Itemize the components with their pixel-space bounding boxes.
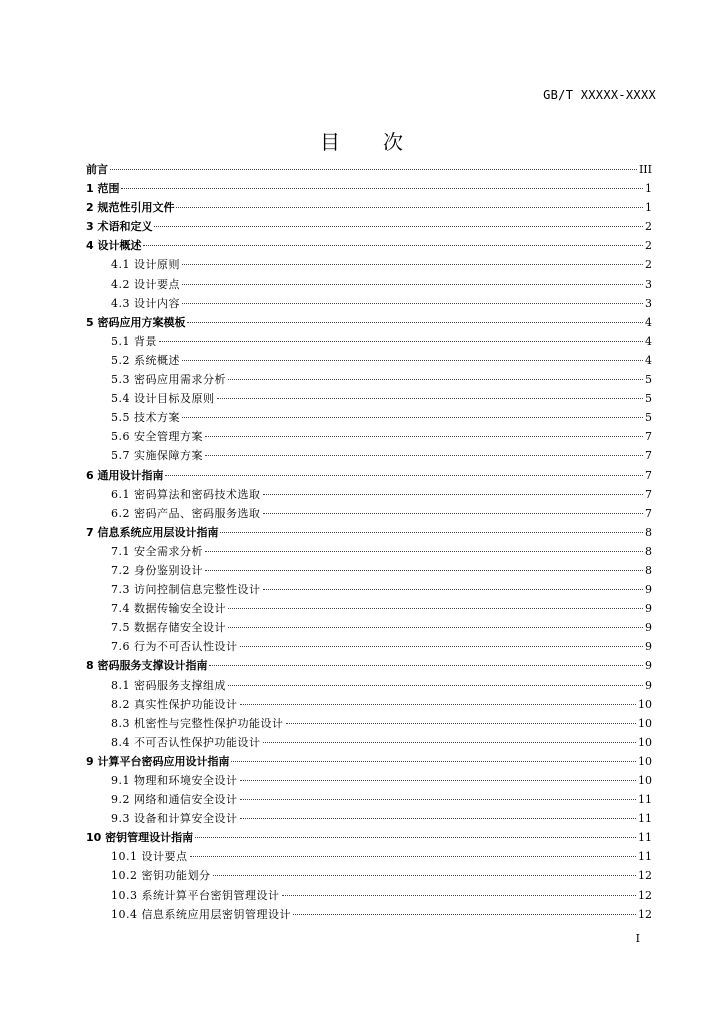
toc-entry-page: 9	[645, 621, 652, 635]
toc-entry-title: 5 密码应用方案模板	[86, 315, 186, 329]
dot-leader	[263, 513, 644, 514]
toc-entry[interactable]	[86, 313, 652, 332]
toc-entry[interactable]	[86, 676, 652, 695]
toc-entry[interactable]	[86, 656, 652, 675]
dot-leader	[282, 895, 637, 896]
toc-entry-title: 3 术语和定义	[86, 220, 153, 234]
toc-entry-title: 7.4 数据传输安全设计	[111, 602, 226, 616]
document-code: GB/T XXXXX-XXXX	[543, 88, 656, 102]
dot-leader	[143, 245, 643, 246]
toc-entry-page: 10	[638, 735, 652, 749]
toc-entry-page: 5	[645, 411, 652, 425]
toc-entry-page: 4	[645, 315, 652, 329]
toc-entry-title: 9.3 设备和计算安全设计	[111, 812, 238, 826]
toc-entry-page: 10	[638, 754, 652, 768]
toc-entry[interactable]	[86, 255, 652, 274]
toc-entry[interactable]	[86, 427, 652, 446]
toc-entry-page: III	[638, 163, 652, 176]
toc-entry[interactable]	[86, 389, 652, 408]
dot-leader	[182, 360, 643, 361]
toc-entry-page: 4	[645, 353, 652, 367]
toc-entry-title: 10.3 系统计算平台密钥管理设计	[111, 888, 280, 902]
toc-entry[interactable]	[86, 236, 652, 255]
dot-leader	[220, 532, 643, 533]
toc-entry-title: 9.1 物理和环境安全设计	[111, 774, 238, 787]
toc-entry[interactable]	[86, 523, 652, 542]
dot-leader	[190, 856, 637, 857]
toc-entry[interactable]	[86, 886, 652, 905]
toc-entry[interactable]	[86, 160, 652, 179]
toc-entry[interactable]	[86, 351, 652, 370]
dot-leader	[154, 226, 643, 227]
dot-leader	[176, 207, 643, 208]
dot-leader	[228, 608, 643, 609]
toc-entry-title: 8.1 密码服务支撑组成	[111, 678, 226, 692]
toc-entry-page: 5	[645, 373, 652, 387]
toc-entry[interactable]	[86, 275, 652, 294]
toc-entry-page: 7	[645, 449, 652, 463]
table-of-contents	[86, 160, 652, 924]
toc-entry-page: 4	[645, 334, 652, 348]
toc-entry-page: 10	[638, 716, 652, 730]
toc-entry-title: 8.3 机密性与完整性保护功能设计	[111, 716, 284, 730]
dot-leader	[110, 169, 637, 170]
toc-entry-title: 6.1 密码算法和密码技术选取	[111, 487, 261, 501]
toc-entry[interactable]	[86, 714, 652, 733]
dot-leader	[205, 570, 643, 571]
toc-entry[interactable]	[86, 637, 652, 656]
toc-entry[interactable]	[86, 561, 652, 580]
toc-entry-page: 5	[645, 392, 652, 406]
dot-leader	[205, 551, 643, 552]
toc-entry[interactable]	[86, 752, 652, 771]
toc-entry-page: 12	[638, 869, 652, 883]
toc-entry-title: 10.4 信息系统应用层密钥管理设计	[111, 907, 291, 921]
toc-entry[interactable]	[86, 446, 652, 465]
toc-entry-title: 4.3 设计内容	[111, 296, 180, 310]
toc-entry[interactable]	[86, 828, 652, 847]
dot-leader	[240, 818, 637, 819]
toc-entry[interactable]	[86, 198, 652, 217]
dot-leader	[228, 685, 643, 686]
toc-entry-page: 8	[645, 544, 652, 558]
toc-entry-title: 10 密钥管理设计指南	[86, 831, 194, 845]
toc-entry-title: 8.2 真实性保护功能设计	[111, 697, 238, 711]
toc-entry[interactable]	[86, 294, 652, 313]
page-number: I	[635, 932, 640, 945]
toc-entry[interactable]	[86, 771, 652, 790]
toc-entry-page: 9	[645, 678, 652, 692]
toc-entry-page: 9	[645, 583, 652, 597]
dot-leader	[240, 704, 637, 705]
toc-entry-page: 12	[638, 888, 652, 902]
toc-entry-title: 4 设计概述	[86, 239, 142, 253]
toc-entry-page: 2	[645, 239, 652, 253]
dot-leader	[205, 455, 643, 456]
dot-leader	[182, 303, 643, 304]
toc-entry-title: 5.7 实施保障方案	[111, 449, 203, 463]
dot-leader	[187, 322, 643, 323]
dot-leader	[182, 417, 643, 418]
toc-entry-page: 9	[645, 659, 652, 673]
dot-leader	[228, 379, 643, 380]
toc-entry[interactable]	[86, 905, 652, 924]
toc-entry-page: 3	[645, 296, 652, 310]
toc-entry-page: 3	[645, 277, 652, 291]
toc-entry-page: 12	[638, 907, 652, 921]
toc-entry-page: 10	[638, 774, 652, 787]
toc-entry[interactable]	[86, 370, 652, 389]
toc-entry-title: 5.3 密码应用需求分析	[111, 373, 226, 387]
toc-entry-page: 7	[645, 506, 652, 520]
dot-leader	[228, 627, 643, 628]
dot-leader	[286, 723, 637, 724]
toc-entry[interactable]	[86, 332, 652, 351]
toc-entry-page: 8	[645, 525, 652, 539]
toc-entry-page: 11	[638, 793, 652, 807]
toc-entry[interactable]	[86, 695, 652, 714]
toc-entry-title: 7.3 访问控制信息完整性设计	[111, 583, 261, 597]
toc-entry[interactable]	[86, 217, 652, 236]
toc-entry[interactable]	[86, 809, 652, 828]
toc-entry-title: 前言	[86, 163, 108, 176]
toc-entry-title: 4.1 设计原则	[111, 258, 180, 272]
toc-entry-page: 11	[638, 812, 652, 826]
dot-leader	[195, 837, 636, 838]
toc-entry-page: 9	[645, 602, 652, 616]
toc-entry-title: 4.2 设计要点	[111, 277, 180, 291]
toc-entry[interactable]	[86, 466, 652, 485]
toc-entry-title: 7.1 安全需求分析	[111, 544, 203, 558]
dot-leader	[263, 494, 644, 495]
toc-entry-title: 8 密码服务支撑设计指南	[86, 659, 208, 673]
dot-leader	[205, 436, 643, 437]
toc-entry-title: 5.4 设计目标及原则	[111, 392, 215, 406]
dot-leader	[209, 665, 643, 666]
dot-leader	[121, 188, 643, 189]
toc-entry-title: 7.6 行为不可否认性设计	[111, 640, 238, 654]
dot-leader	[293, 914, 636, 915]
toc-entry-title: 5.2 系统概述	[111, 353, 180, 367]
toc-entry-page: 11	[638, 850, 652, 864]
toc-entry-title: 5.1 背景	[111, 334, 157, 348]
toc-entry-page: 7	[645, 468, 652, 482]
toc-entry-title: 7.5 数据存储安全设计	[111, 621, 226, 635]
dot-leader	[263, 742, 637, 743]
toc-entry-page: 11	[638, 831, 652, 845]
dot-leader	[159, 341, 643, 342]
toc-entry-title: 7.2 身份鉴别设计	[111, 563, 203, 577]
toc-entry[interactable]	[86, 733, 652, 752]
toc-entry-title: 9.2 网络和通信安全设计	[111, 793, 238, 807]
toc-entry[interactable]	[86, 618, 652, 637]
toc-entry-title: 7 信息系统应用层设计指南	[86, 525, 219, 539]
dot-leader	[182, 264, 643, 265]
toc-entry-title: 5.6 安全管理方案	[111, 430, 203, 444]
toc-entry[interactable]	[86, 485, 652, 504]
dot-leader	[263, 589, 644, 590]
dot-leader	[240, 799, 637, 800]
toc-entry[interactable]	[86, 542, 652, 561]
toc-entry-page: 2	[645, 258, 652, 272]
dot-leader	[231, 761, 636, 762]
dot-leader	[217, 398, 644, 399]
toc-entry-title: 6 通用设计指南	[86, 468, 164, 482]
toc-entry-page: 7	[645, 430, 652, 444]
toc-entry-page: 9	[645, 640, 652, 654]
toc-entry-page: 7	[645, 487, 652, 501]
toc-entry[interactable]	[86, 504, 652, 523]
toc-entry-page: 2	[645, 220, 652, 234]
toc-entry-title: 6.2 密码产品、密码服务选取	[111, 506, 261, 520]
toc-entry[interactable]	[86, 790, 652, 809]
toc-entry[interactable]	[86, 847, 652, 866]
toc-entry-page: 10	[638, 697, 652, 711]
toc-entry-title: 8.4 不可否认性保护功能设计	[111, 735, 261, 749]
dot-leader	[213, 875, 637, 876]
toc-entry-title: 9 计算平台密码应用设计指南	[86, 754, 230, 768]
toc-entry-title: 5.5 技术方案	[111, 411, 180, 425]
toc-entry-title: 10.2 密钥功能划分	[111, 869, 211, 883]
toc-entry[interactable]	[86, 179, 652, 198]
toc-entry[interactable]	[86, 599, 652, 618]
dot-leader	[240, 646, 644, 647]
toc-entry-page: 1	[645, 201, 652, 215]
toc-entry-page: 1	[645, 182, 652, 196]
toc-entry[interactable]	[86, 580, 652, 599]
toc-entry-page: 8	[645, 563, 652, 577]
toc-entry[interactable]	[86, 408, 652, 427]
toc-entry-title: 2 规范性引用文件	[86, 201, 175, 215]
toc-title: 目 次	[320, 130, 404, 154]
dot-leader	[182, 284, 643, 285]
toc-entry[interactable]	[86, 866, 652, 885]
toc-entry-title: 1 范围	[86, 182, 120, 196]
dot-leader	[240, 780, 637, 781]
dot-leader	[165, 475, 643, 476]
toc-entry-title: 10.1 设计要点	[111, 850, 188, 864]
